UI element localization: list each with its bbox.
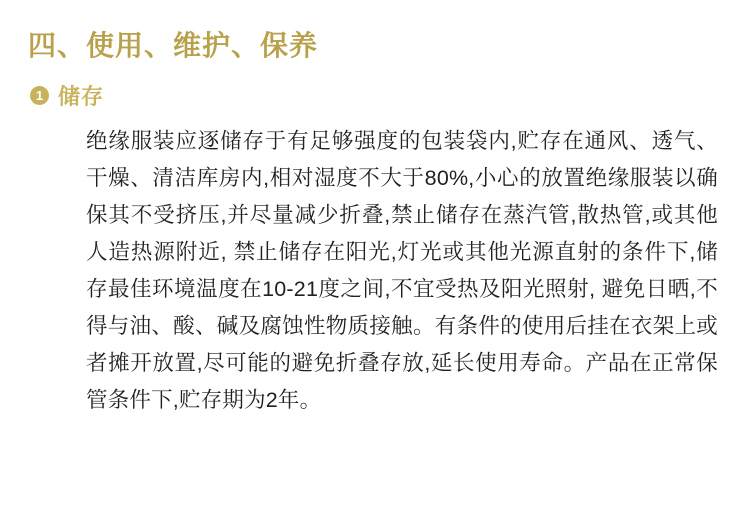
subsection-number-badge: 1 — [30, 86, 49, 105]
subsection-body-text: 绝缘服装应逐储存于有足够强度的包装袋内,贮存在通风、透气、干燥、清洁库房内,相对湿度不大于80%,小心的放置绝缘服装以确保其不受挤压,并尽量减少折叠,禁止储存在蒸汽管,散热管,或其他人造热源附近, 禁止储存在阳光,灯光或其他光源直射的条件下,储存最佳环境温度在10-21度之间,不宜受热及阳光照射, 避免日晒,不得与油、酸、碱及腐蚀性物质接触。有条件的使用后挂在衣架上或者摊开放置,尽可能的避免折叠存放,延长使用寿命。产品在正常保管条件下,贮存期为2年。 — [86, 129, 718, 413]
subsection-title: 储存 — [58, 84, 105, 110]
subsection-header-storage — [30, 80, 726, 111]
page-title: 四、使用、维护、保养 — [28, 30, 319, 61]
